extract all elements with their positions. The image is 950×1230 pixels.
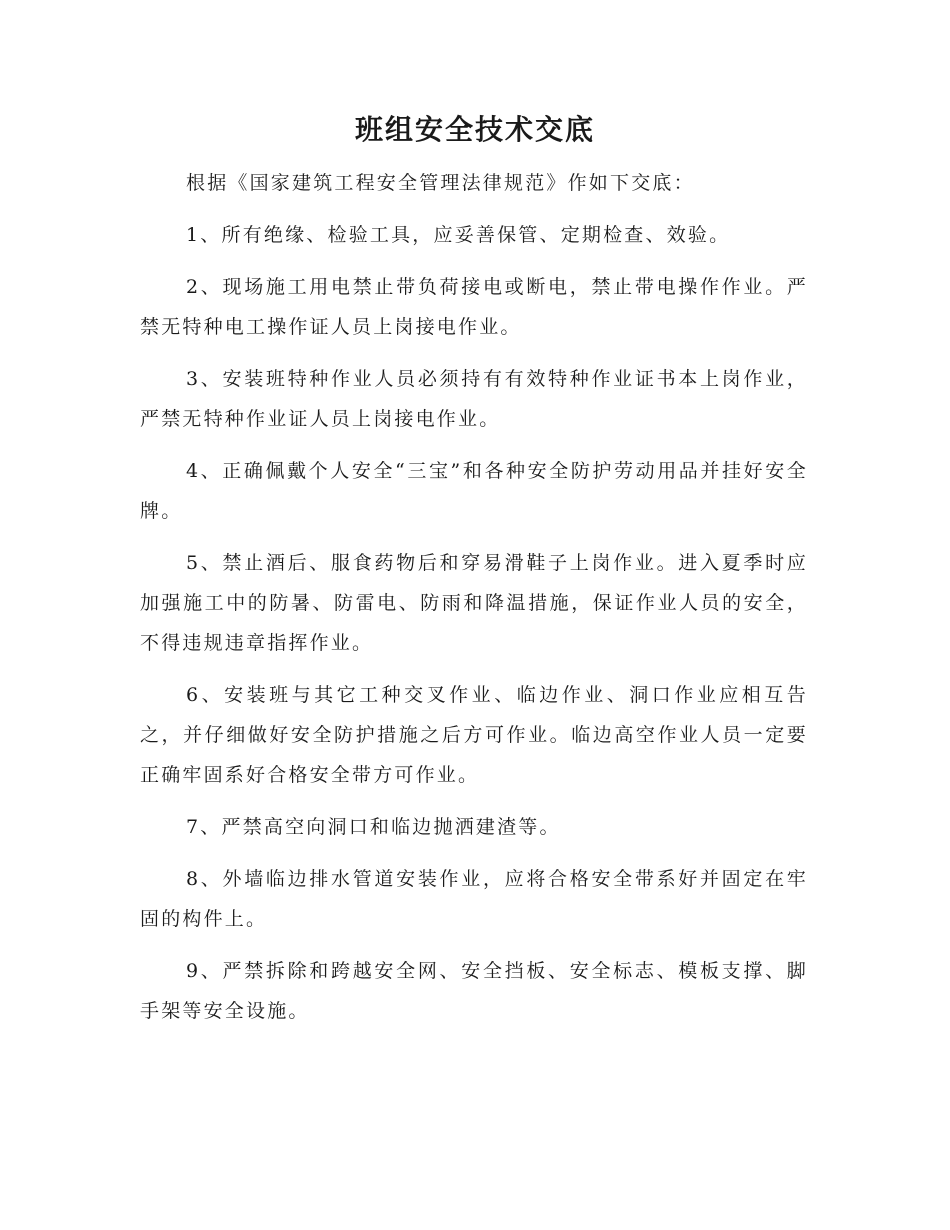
- rule-item-6: 6、安装班与其它工种交叉作业、临边作业、洞口作业应相互告之，并仔细做好安全防护措施之后方可作业。临边高空作业人员一定要正确牢固系好合格安全带方可作业。: [140, 684, 808, 786]
- rule-item-4: 4、正确佩戴个人安全“三宝”和各种安全防护劳动用品并挂好安全牌。: [140, 460, 808, 522]
- rule-item-3: 3、安装班特种作业人员必须持有有效特种作业证书本上岗作业，严禁无特种作业证人员上岗接电作业。: [140, 368, 808, 430]
- rule-item-5: 5、禁止酒后、服食药物后和穿易滑鞋子上岗作业。进入夏季时应加强施工中的防暑、防雷电、防雨和降温措施，保证作业人员的安全，不得违规违章指挥作业。: [140, 552, 808, 654]
- rule-item-9: 9、严禁拆除和跨越安全网、安全挡板、安全标志、模板支撑、脚手架等安全设施。: [140, 960, 808, 1022]
- intro-paragraph: 根据《国家建筑工程安全管理法律规范》作如下交底：: [186, 172, 695, 194]
- rule-item-2: 2、现场施工用电禁止带负荷接电或断电，禁止带电操作作业。严禁无特种电工操作证人员上岗接电作业。: [140, 276, 808, 338]
- document-title: 班组安全技术交底: [354, 113, 595, 146]
- rule-item-8: 8、外墙临边排水管道安装作业，应将合格安全带系好并固定在牢固的构件上。: [140, 868, 808, 930]
- document-body: [140, 163, 808, 1043]
- rule-item-1: 1、所有绝缘、检验工具，应妥善保管、定期检查、效验。: [186, 224, 731, 246]
- rule-item-7: 7、严禁高空向洞口和临边抛洒建渣等。: [186, 816, 561, 838]
